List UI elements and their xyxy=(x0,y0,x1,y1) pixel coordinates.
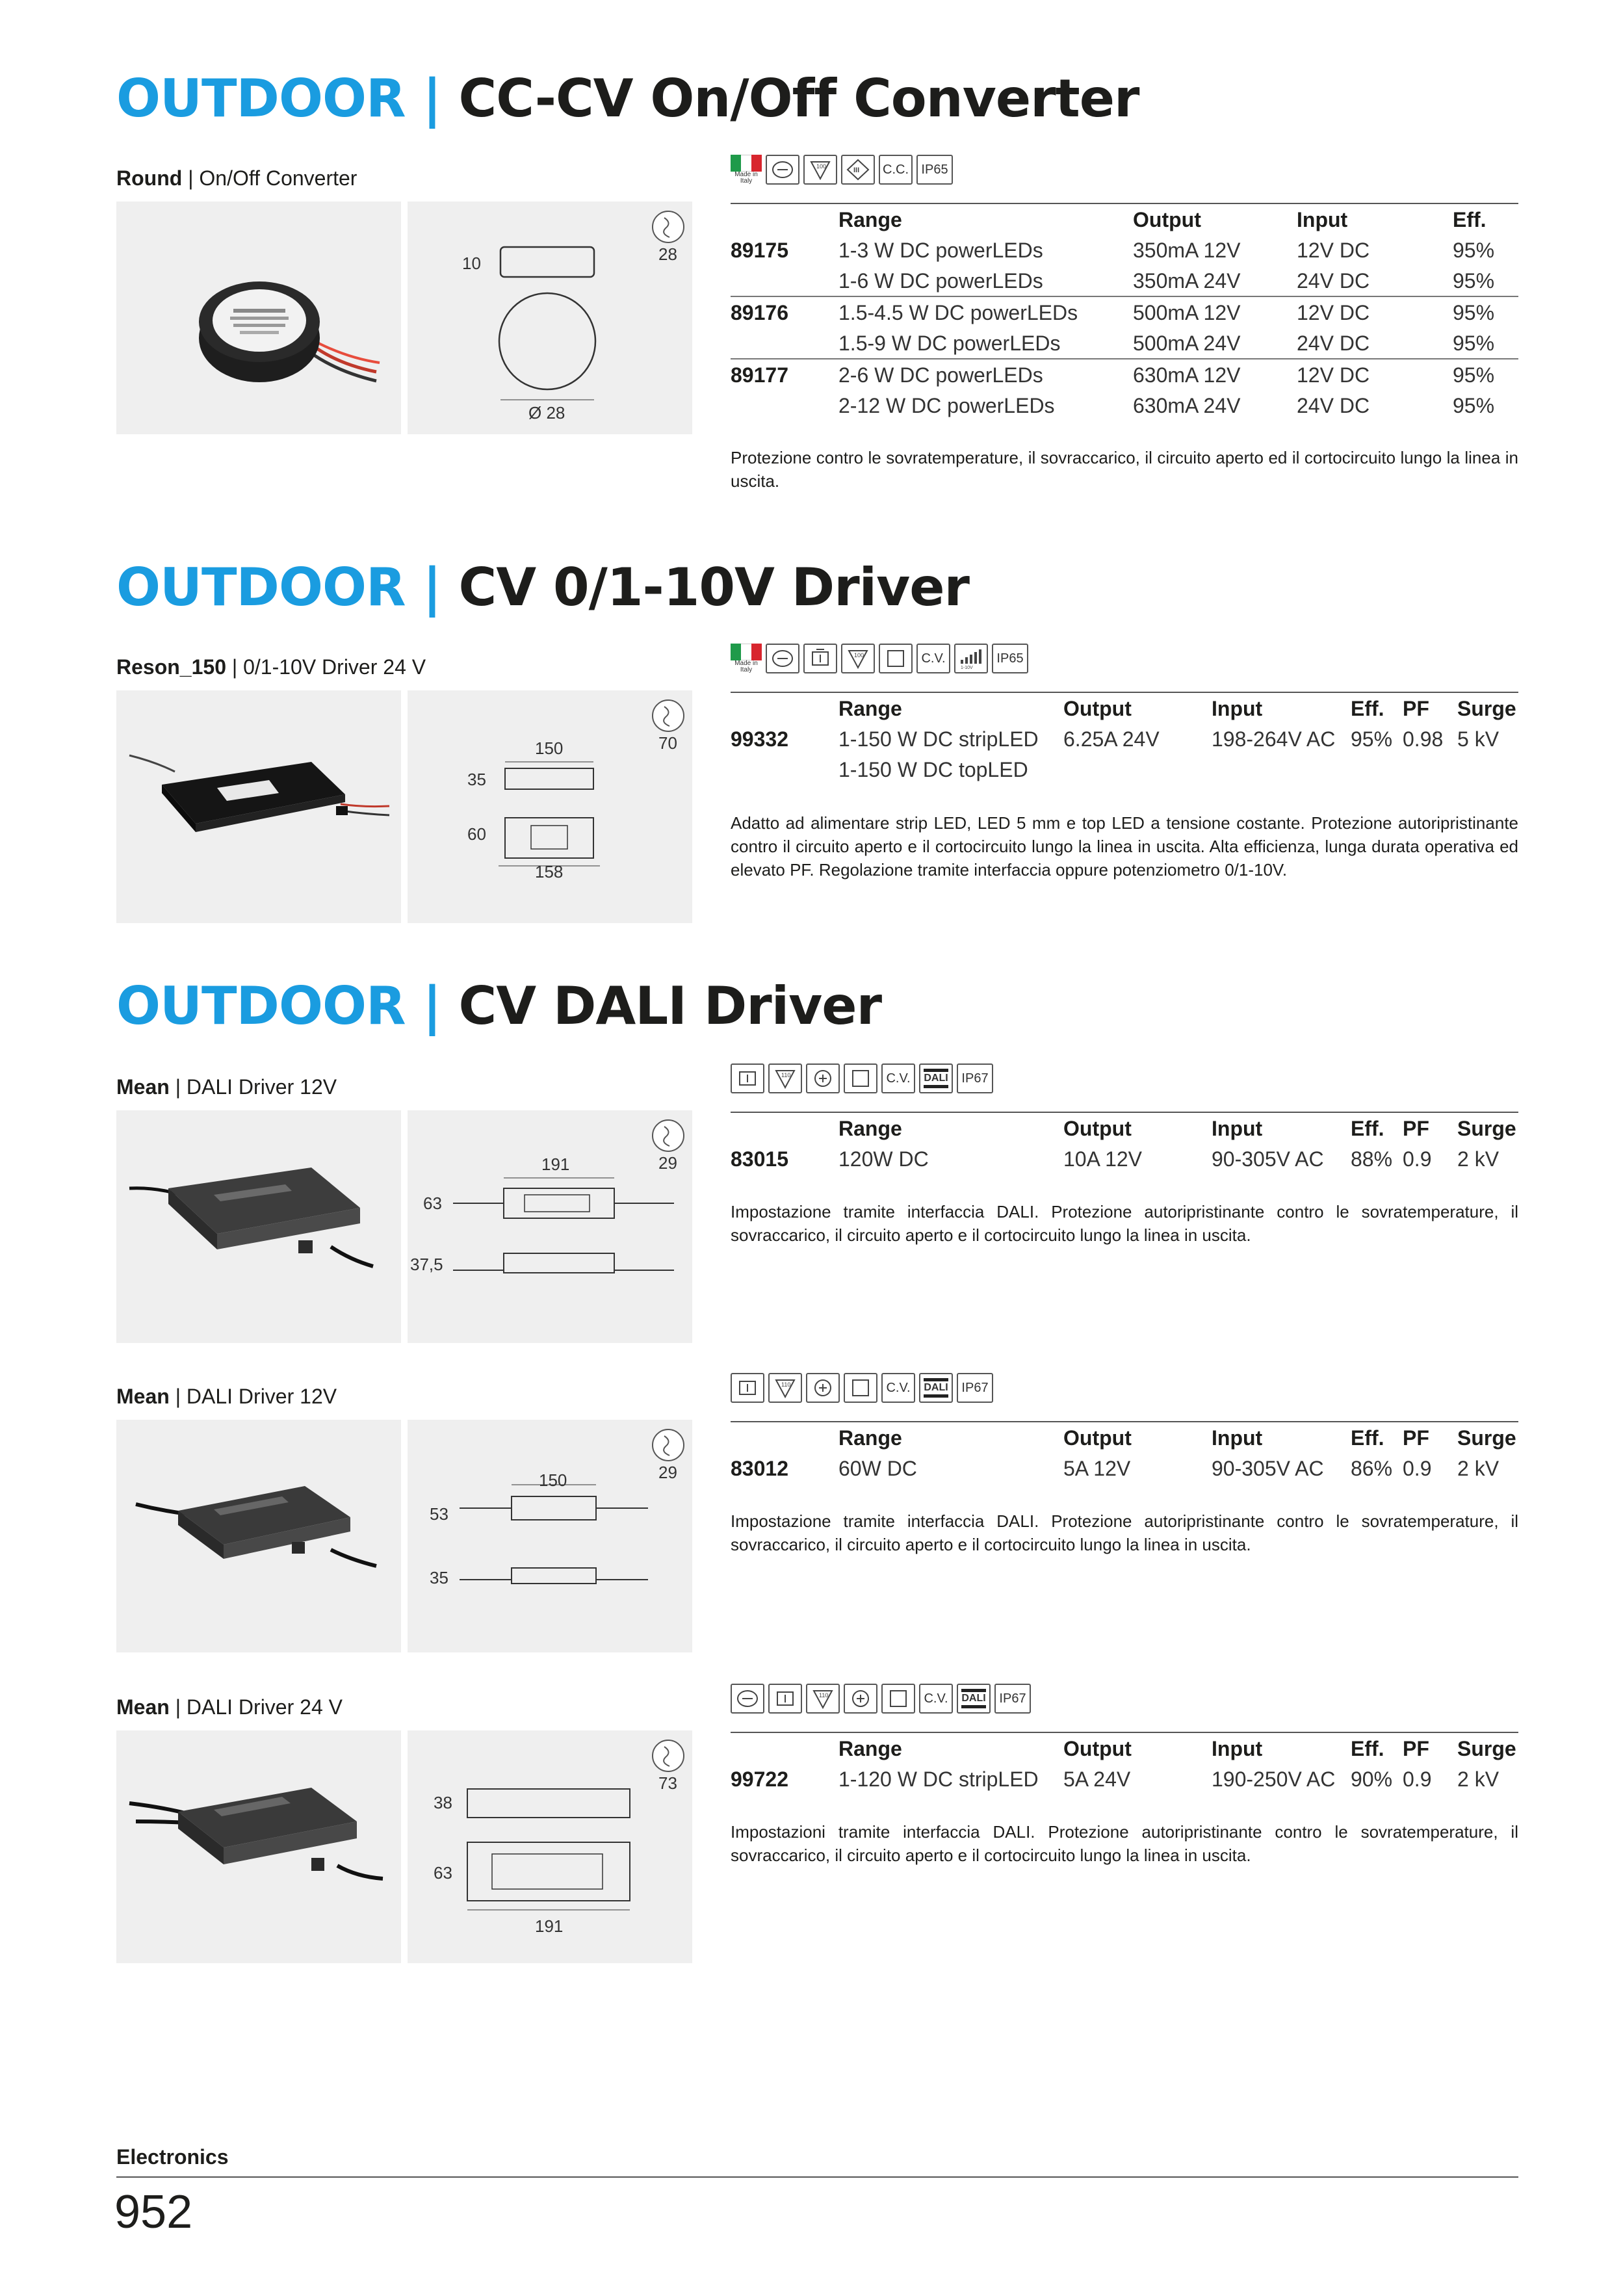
class-ii-icon xyxy=(881,1684,915,1714)
table-header: Range Output Input Eff. xyxy=(731,203,1518,235)
product-description: Adatto ad alimentare strip LED, LED 5 mm e top LED a tensione costante. Protezione autoripristinante contro il circuito aperto e il cortocircuito lungo la linea in uscita. Alta efficienza, lunga durata operativa ed elevato PF. Regolazione tramite interfaccia oppure potenziometro 0/1-10V. xyxy=(731,813,1518,880)
spec-table-3 xyxy=(731,1112,1518,1174)
product-photo xyxy=(116,1110,401,1343)
svg-text:100: 100 xyxy=(854,652,864,659)
converter-icon xyxy=(731,1684,764,1714)
dim-height: 10 xyxy=(462,254,481,273)
dali-icon: DALI xyxy=(919,1063,953,1093)
cv-icon: C.V. xyxy=(919,1684,953,1714)
dim-length: 150 xyxy=(535,738,564,758)
dali-icon: DALI xyxy=(919,1373,953,1403)
table-header: Range Output Input Eff. PF Surge xyxy=(731,1422,1518,1453)
side-view-outline xyxy=(512,1568,596,1584)
dim-diameter: Ø 28 xyxy=(528,403,565,423)
product-photo xyxy=(116,1730,401,1963)
page-number: 952 xyxy=(114,2186,193,2238)
technical-drawing xyxy=(408,1110,692,1343)
svg-text:110: 110 xyxy=(781,1072,791,1078)
cv-icon: C.V. xyxy=(881,1063,915,1093)
table-header: Range Output Input Eff. PF Surge xyxy=(731,692,1518,724)
product-heading: Mean | DALI Driver 24 V xyxy=(116,1695,343,1719)
dim-width: 63 xyxy=(423,1194,442,1213)
svg-text:110: 110 xyxy=(781,1381,791,1388)
dim-total: 158 xyxy=(535,862,564,881)
table-row: 1-6 W DC powerLEDs 350mA 24V 24V DC 95% xyxy=(838,269,1495,293)
cv-icon: C.V. xyxy=(881,1373,915,1403)
driver-icon xyxy=(731,1063,764,1093)
product-heading: Round | On/Off Converter xyxy=(116,166,357,190)
footer-label: Electronics xyxy=(116,2145,229,2169)
table-row: 99722 1-120 W DC stripLED 5A 24V 190-250V AC 90% 0.9 2 kV xyxy=(731,1768,1500,1791)
dim-height: 38 xyxy=(434,1793,452,1812)
product-description: Impostazione tramite interfaccia DALI. Protezione autoripristinante contro le sovratemperature, il sovraccarico, il circuito aperto e il cortocircuito lungo la linea in uscita. xyxy=(731,1511,1518,1554)
spec-table-1 xyxy=(731,203,1518,421)
driver-icon xyxy=(731,1373,764,1403)
product-photo xyxy=(116,690,401,923)
mean-dali-driver-image xyxy=(116,1110,401,1343)
reson-driver-image xyxy=(116,690,401,923)
product-heading: Reson_150 | 0/1-10V Driver 24 V xyxy=(116,655,426,679)
technical-drawing xyxy=(408,690,692,923)
110-deg-icon xyxy=(768,1373,802,1403)
section-title-1: OUTDOOR | CC-CV On/Off Converter xyxy=(116,68,1139,129)
certification-icons xyxy=(731,1063,993,1093)
table-row: 83015 120W DC 10A 12V 90-305V AC 88% 0.9 2 kV xyxy=(731,1147,1500,1171)
dimming-1-10v-icon xyxy=(954,644,988,673)
cc-icon: C.C. xyxy=(879,155,913,185)
technical-drawing xyxy=(408,1420,692,1652)
mean-dali-driver-image xyxy=(116,1730,401,1963)
depth-icon xyxy=(653,1429,684,1461)
svg-text:110: 110 xyxy=(819,1692,829,1699)
dim-height: 37,5 xyxy=(410,1255,443,1274)
certification-icons xyxy=(731,155,953,185)
product-description: Protezione contro le sovratemperature, il sovraccarico, il circuito aperto ed il cortocircuito lungo la linea in uscita. xyxy=(731,448,1518,491)
table-row: 89176 1.5-4.5 W DC powerLEDs 500mA 12V 12V DC 95% xyxy=(731,296,1518,328)
product-description: Impostazioni tramite interfaccia DALI. Protezione autoripristinante contro le sovratemperature, il sovraccarico, il circuito aperto e il cortocircuito lungo la linea in uscita. xyxy=(731,1822,1518,1865)
class-iii-icon xyxy=(841,155,875,185)
110-deg-icon xyxy=(806,1684,840,1714)
ip65-icon: IP65 xyxy=(916,155,953,185)
class-ii-icon xyxy=(844,1373,877,1403)
class-ii-icon xyxy=(879,644,913,673)
ip65-icon: IP65 xyxy=(992,644,1028,673)
ip67-icon: IP67 xyxy=(957,1063,993,1093)
svg-text:1-10V: 1-10V xyxy=(961,666,973,670)
dim-depth: 70 xyxy=(658,733,677,753)
table-row: 89177 2-6 W DC powerLEDs 630mA 12V 12V DC 95% xyxy=(731,359,1518,390)
footer-divider xyxy=(116,2176,1518,2178)
class-i-icon xyxy=(806,1063,840,1093)
dim-height: 35 xyxy=(430,1568,448,1587)
class-i-icon xyxy=(844,1684,877,1714)
table-row: 83012 60W DC 5A 12V 90-305V AC 86% 0.9 2 kV xyxy=(731,1457,1500,1480)
dim-depth: 28 xyxy=(658,244,677,264)
dim-length: 191 xyxy=(541,1155,570,1174)
dim-width: 63 xyxy=(434,1863,452,1883)
technical-drawing xyxy=(408,1730,692,1963)
depth-icon xyxy=(653,211,684,242)
dim-depth: 29 xyxy=(658,1463,677,1482)
table-row: 1-150 W DC topLED xyxy=(838,758,1028,781)
svg-text:100: 100 xyxy=(816,163,827,170)
dim-depth: 73 xyxy=(658,1773,677,1793)
table-row: 1.5-9 W DC powerLEDs 500mA 24V 24V DC 95% xyxy=(838,332,1495,355)
dali-icon: DALI xyxy=(957,1684,991,1714)
class-ii-icon xyxy=(844,1063,877,1093)
made-in-italy-icon: Made in Italy xyxy=(731,644,762,673)
table-header: Range Output Input Eff. PF Surge xyxy=(731,1112,1518,1143)
depth-icon xyxy=(653,1120,684,1151)
product-description: Impostazione tramite interfaccia DALI. Protezione autoripristinante contro le sovratemperature, il sovraccarico, il circuito aperto e il cortocircuito lungo la linea in uscita. xyxy=(731,1202,1518,1245)
section-title-3: OUTDOOR | CV DALI Driver xyxy=(116,976,882,1036)
certification-icons xyxy=(731,1373,993,1403)
side-view-outline xyxy=(505,768,593,789)
certification-icons xyxy=(731,644,1028,673)
product-photo xyxy=(116,1420,401,1652)
table-row: 89175 1-3 W DC powerLEDs 350mA 12V 12V DC 95% xyxy=(731,239,1495,262)
110-deg-icon xyxy=(768,1063,802,1093)
top-view-outline xyxy=(504,1188,614,1218)
side-view-outline xyxy=(467,1789,630,1818)
depth-icon xyxy=(653,700,684,731)
100-deg-icon xyxy=(803,155,837,185)
side-view-outline xyxy=(500,247,594,277)
section-title-2: OUTDOOR | CV 0/1-10V Driver xyxy=(116,557,969,618)
driver-icon xyxy=(768,1684,802,1714)
dim-depth: 29 xyxy=(658,1153,677,1173)
product-heading: Mean | DALI Driver 12V xyxy=(116,1385,337,1408)
spec-table-2 xyxy=(731,692,1518,785)
top-view-outline xyxy=(512,1496,596,1520)
class-i-icon xyxy=(806,1373,840,1403)
dim-width: 53 xyxy=(430,1504,448,1524)
driver-icon xyxy=(803,644,837,673)
top-view-outline xyxy=(499,293,595,389)
dim-length: 150 xyxy=(539,1470,567,1490)
dim-height: 35 xyxy=(467,770,486,789)
ip67-icon: IP67 xyxy=(994,1684,1031,1714)
round-converter-image xyxy=(116,202,401,434)
converter-icon xyxy=(766,155,799,185)
certification-icons xyxy=(731,1684,1031,1714)
table-row: 2-12 W DC powerLEDs 630mA 24V 24V DC 95% xyxy=(838,394,1495,417)
spec-table-5 xyxy=(731,1732,1518,1794)
product-photo xyxy=(116,202,401,434)
product-heading: Mean | DALI Driver 12V xyxy=(116,1075,337,1099)
mean-dali-driver-image xyxy=(116,1420,401,1652)
technical-drawing xyxy=(408,202,692,434)
table-header: Range Output Input Eff. PF Surge xyxy=(731,1732,1518,1764)
spec-table-4 xyxy=(731,1421,1518,1483)
table-row: 99332 1-150 W DC stripLED 6.25A 24V 198-264V AC 95% 0.98 5 kV xyxy=(731,727,1500,751)
converter-icon xyxy=(766,644,799,673)
dim-length: 191 xyxy=(535,1916,564,1936)
made-in-italy-icon: Made in Italy xyxy=(731,155,762,185)
cv-icon: C.V. xyxy=(916,644,950,673)
top-view-outline xyxy=(505,818,593,858)
100-deg-icon xyxy=(841,644,875,673)
depth-icon xyxy=(653,1740,684,1771)
ip67-icon: IP67 xyxy=(957,1373,993,1403)
dim-width: 60 xyxy=(467,824,486,844)
side-view-outline xyxy=(504,1253,614,1273)
svg-text:III: III xyxy=(853,166,860,174)
